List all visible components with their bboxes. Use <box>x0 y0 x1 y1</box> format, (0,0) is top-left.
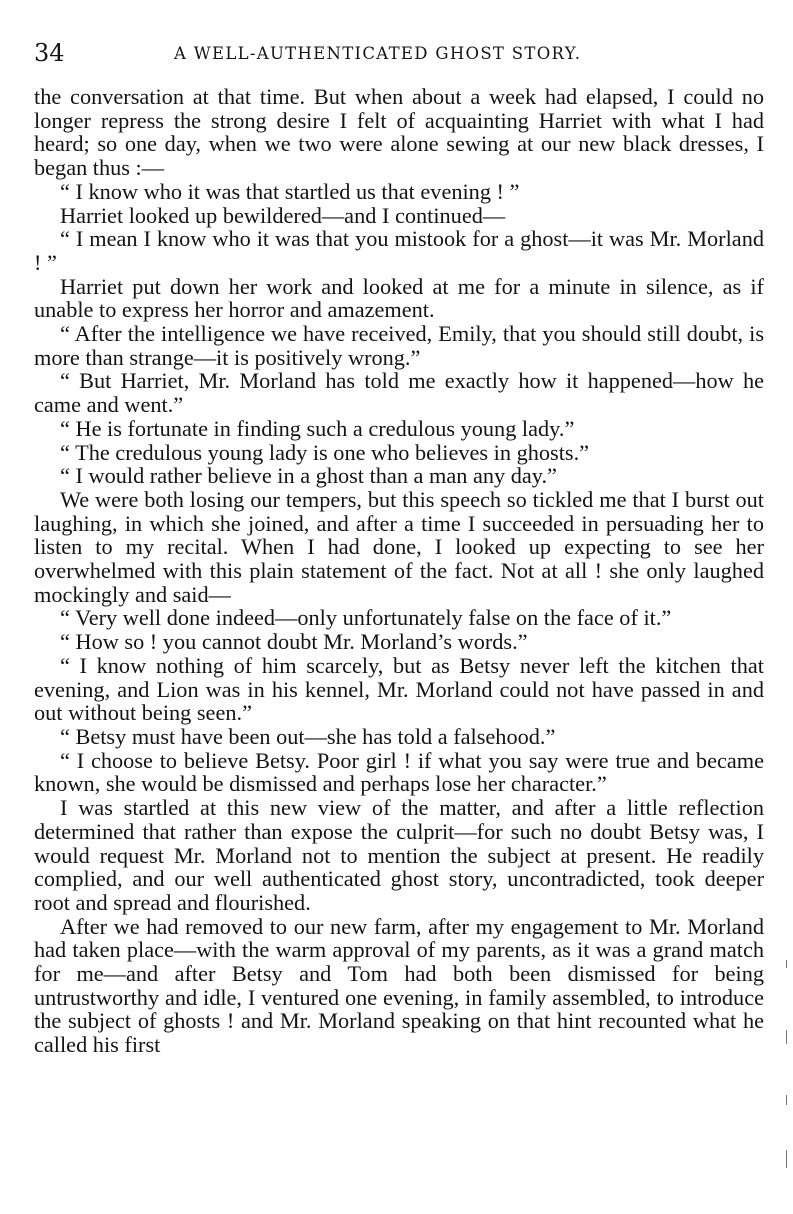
body-text <box>34 85 764 1057</box>
paragraph: “ Very well done indeed—only unfortunately false on the face of it.” <box>60 605 672 631</box>
paragraph: “ He is fortunate in finding such a credulous young lady.” <box>60 415 575 441</box>
running-title: A WELL-AUTHENTICATED GHOST STORY. <box>174 44 582 63</box>
paragraph: Harriet looked up bewildered—and I continued— <box>60 202 506 228</box>
paragraph: We were both losing our tempers, but this speech so tickled me that I burst out laughing, in which she joined, and after a time I succeeded in persuading her to listen to my recital. When I had done, I looked up expecting to see her overwhelmed with this plain statement of the fact. Not at all ! she only laughed mockingly and said— <box>34 486 764 607</box>
paragraph: “ But Harriet, Mr. Morland has told me exactly how it happened—how he came and went.” <box>34 368 764 418</box>
paragraph: “ I mean I know who it was that you mistook for a ghost—it was Mr. Morland ! ” <box>34 226 764 275</box>
paragraph: “ The credulous young lady is one who believes in ghosts.” <box>60 439 590 465</box>
paragraph: Harriet put down her work and looked at me for a minute in silence, as if unable to express her horror and amazement. <box>34 273 764 323</box>
paragraph: “ I know who it was that startled us that evening ! ” <box>60 178 520 204</box>
page-edge-marks <box>775 920 793 1200</box>
paragraph: “ How so ! you cannot doubt Mr. Morland’s words.” <box>60 629 528 655</box>
paragraph: I was startled at this new view of the matter, and after a little reflection determined that rather than expose the culprit—for such no doubt Betsy was, I would request Mr. Morland not to mention the subject at present. He readily complied, and our well authenticated ghost story, uncontradicted, took deeper root and spread and flourished. <box>34 795 764 915</box>
paragraph: After we had removed to our new farm, after my engagement to Mr. Morland had taken place—with the warm approval of my parents, as it was a grand match for me—and after Betsy and Tom had both been dismissed for being untrustworthy and idle, I ventured one evening, in family assembled, to introduce the subject of ghosts ! and Mr. Morland speaking on that hint recounted what he called his first <box>34 913 764 1058</box>
paragraph: “ Betsy must have been out—she has told a falsehood.” <box>60 723 556 749</box>
running-head <box>34 38 754 68</box>
page-number: 34 <box>34 39 65 67</box>
paragraph: the conversation at that time. But when about a week had elapsed, I could no longer repress the strong desire I felt of acquainting Harriet with what I had heard; so one day, when we two were alone sewing at our new black dresses, I began thus :— <box>34 84 764 181</box>
paragraph: “ I would rather believe in a ghost than a man any day.” <box>60 463 557 489</box>
paragraph: “ I know nothing of him scarcely, but as Betsy never left the kitchen that evening, and Lion was in his kennel, Mr. Morland could not have passed in and out without being seen.” <box>34 652 764 726</box>
paragraph: “ After the intelligence we have received, Emily, that you should still doubt, is more than strange—it is positively wrong.” <box>34 321 764 370</box>
paragraph: “ I choose to believe Betsy. Poor girl ! if what you say were true and became known, she would be dismissed and perhaps lose her character.” <box>34 747 764 797</box>
